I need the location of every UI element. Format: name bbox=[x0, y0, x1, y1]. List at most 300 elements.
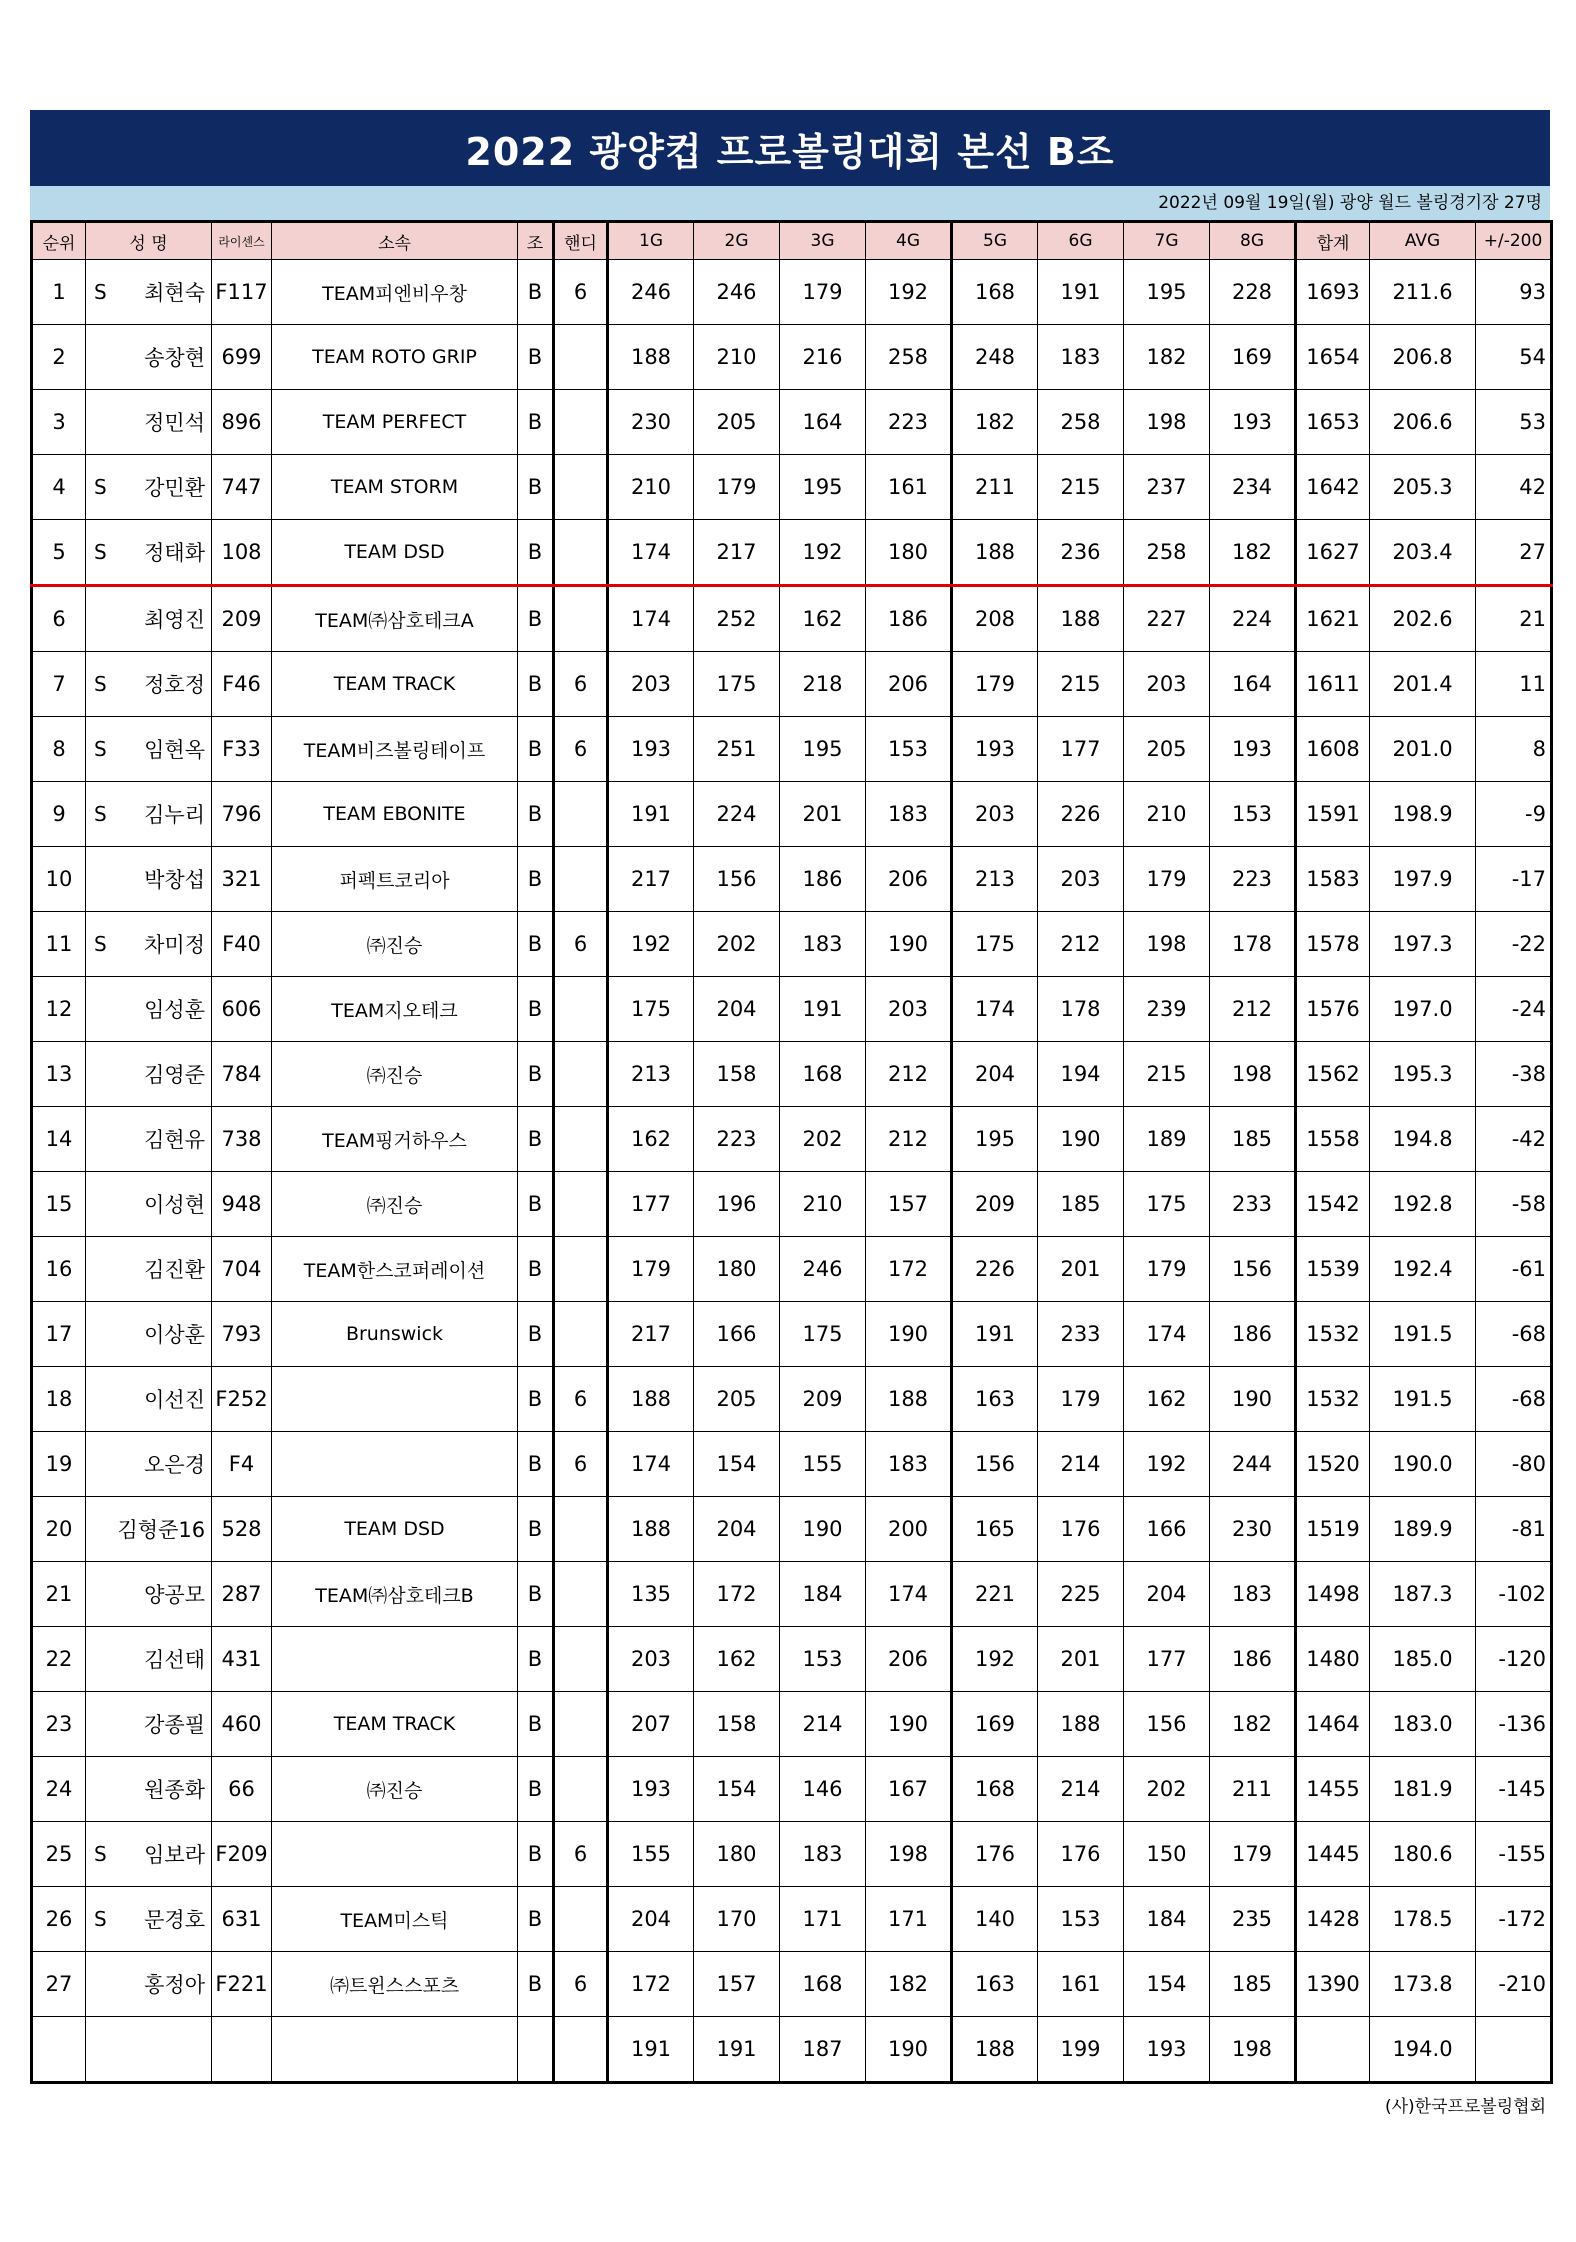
avg-cell: 205.3 bbox=[1370, 455, 1476, 520]
game-score: 166 bbox=[1124, 1497, 1210, 1562]
license-cell: 896 bbox=[212, 390, 272, 455]
game-score: 190 bbox=[1210, 1367, 1296, 1432]
header-g1: 1G bbox=[608, 222, 694, 260]
rank-cell: 24 bbox=[32, 1757, 86, 1822]
game-score: 175 bbox=[694, 652, 780, 717]
game-score: 182 bbox=[1210, 1692, 1296, 1757]
game-score: 190 bbox=[866, 1302, 952, 1367]
handicap-cell bbox=[554, 1497, 608, 1562]
game-score: 203 bbox=[608, 1627, 694, 1692]
rank-cell: 4 bbox=[32, 455, 86, 520]
results-sheet bbox=[30, 110, 1550, 2117]
player-name: 임성훈 bbox=[118, 977, 212, 1042]
club-cell: ㈜진승 bbox=[272, 1172, 518, 1237]
game-score: 204 bbox=[694, 1497, 780, 1562]
player-name: 김누리 bbox=[118, 782, 212, 847]
player-name: 홍정아 bbox=[118, 1952, 212, 2017]
license-cell: 287 bbox=[212, 1562, 272, 1627]
game-score: 168 bbox=[952, 260, 1038, 325]
game-score: 202 bbox=[1124, 1757, 1210, 1822]
club-cell: ㈜진승 bbox=[272, 1757, 518, 1822]
game-score: 135 bbox=[608, 1562, 694, 1627]
game-score: 235 bbox=[1210, 1887, 1296, 1952]
game-score: 174 bbox=[608, 520, 694, 586]
group-cell: B bbox=[518, 717, 554, 782]
rank-cell: 14 bbox=[32, 1107, 86, 1172]
game-score: 215 bbox=[1038, 455, 1124, 520]
table-row bbox=[32, 520, 1552, 586]
rank-cell: 23 bbox=[32, 1692, 86, 1757]
game-score: 193 bbox=[1210, 390, 1296, 455]
total-cell: 1558 bbox=[1296, 1107, 1370, 1172]
game-score: 154 bbox=[694, 1757, 780, 1822]
club-cell: TEAM PERFECT bbox=[272, 390, 518, 455]
game-score: 153 bbox=[1038, 1887, 1124, 1952]
game-score: 190 bbox=[866, 1692, 952, 1757]
total-cell: 1464 bbox=[1296, 1692, 1370, 1757]
game-score: 171 bbox=[866, 1887, 952, 1952]
diff-cell: -42 bbox=[1476, 1107, 1552, 1172]
game-score: 186 bbox=[1210, 1302, 1296, 1367]
club-cell: Brunswick bbox=[272, 1302, 518, 1367]
license-cell: 321 bbox=[212, 847, 272, 912]
group-cell: B bbox=[518, 652, 554, 717]
game-score: 234 bbox=[1210, 455, 1296, 520]
game-score: 179 bbox=[608, 1237, 694, 1302]
game-score: 191 bbox=[608, 782, 694, 847]
avg-cell: 173.8 bbox=[1370, 1952, 1476, 2017]
game-score: 218 bbox=[780, 652, 866, 717]
table-row bbox=[32, 586, 1552, 652]
table-row bbox=[32, 1497, 1552, 1562]
header-g4: 4G bbox=[866, 222, 952, 260]
license-cell: 784 bbox=[212, 1042, 272, 1107]
license-cell: F221 bbox=[212, 1952, 272, 2017]
total-cell: 1539 bbox=[1296, 1237, 1370, 1302]
game-score: 246 bbox=[780, 1237, 866, 1302]
group-cell: B bbox=[518, 1952, 554, 2017]
avg-cell: 180.6 bbox=[1370, 1822, 1476, 1887]
total-cell: 1562 bbox=[1296, 1042, 1370, 1107]
game-score: 225 bbox=[1038, 1562, 1124, 1627]
diff-cell: -172 bbox=[1476, 1887, 1552, 1952]
seed-mark: S bbox=[86, 1822, 118, 1887]
diff-cell: -145 bbox=[1476, 1757, 1552, 1822]
handicap-cell bbox=[554, 1757, 608, 1822]
license-cell: 796 bbox=[212, 782, 272, 847]
handicap-cell bbox=[554, 390, 608, 455]
avg-cell: 191.5 bbox=[1370, 1302, 1476, 1367]
game-score: 180 bbox=[866, 520, 952, 586]
game-score: 188 bbox=[866, 1367, 952, 1432]
handicap-cell bbox=[554, 325, 608, 390]
player-name: 김선태 bbox=[118, 1627, 212, 1692]
header-license: 라이센스 bbox=[212, 222, 272, 260]
rank-cell: 10 bbox=[32, 847, 86, 912]
game-score: 179 bbox=[1210, 1822, 1296, 1887]
table-row bbox=[32, 847, 1552, 912]
license-cell: F209 bbox=[212, 1822, 272, 1887]
game-score: 168 bbox=[780, 1042, 866, 1107]
game-score: 174 bbox=[866, 1562, 952, 1627]
total-cell: 1642 bbox=[1296, 455, 1370, 520]
total-cell: 1498 bbox=[1296, 1562, 1370, 1627]
avg-cell: 189.9 bbox=[1370, 1497, 1476, 1562]
game-score: 203 bbox=[952, 782, 1038, 847]
seed-mark: S bbox=[86, 455, 118, 520]
game-score: 175 bbox=[780, 1302, 866, 1367]
game-score: 183 bbox=[1210, 1562, 1296, 1627]
game-score: 176 bbox=[952, 1822, 1038, 1887]
game-score: 204 bbox=[1124, 1562, 1210, 1627]
player-name: 송창현 bbox=[118, 325, 212, 390]
player-name: 강민환 bbox=[118, 455, 212, 520]
group-cell: B bbox=[518, 1627, 554, 1692]
avg-cell: 201.4 bbox=[1370, 652, 1476, 717]
handicap-cell bbox=[554, 1627, 608, 1692]
group-cell: B bbox=[518, 1562, 554, 1627]
diff-cell: 53 bbox=[1476, 390, 1552, 455]
club-cell: TEAM핑거하우스 bbox=[272, 1107, 518, 1172]
game-score: 170 bbox=[694, 1887, 780, 1952]
game-score: 201 bbox=[780, 782, 866, 847]
seed-mark bbox=[86, 1042, 118, 1107]
game-score: 183 bbox=[866, 782, 952, 847]
game-score: 157 bbox=[694, 1952, 780, 2017]
club-cell: TEAM DSD bbox=[272, 1497, 518, 1562]
license-cell: 793 bbox=[212, 1302, 272, 1367]
game-score: 195 bbox=[952, 1107, 1038, 1172]
diff-cell: -38 bbox=[1476, 1042, 1552, 1107]
game-score: 193 bbox=[952, 717, 1038, 782]
club-cell: ㈜진승 bbox=[272, 912, 518, 977]
seed-mark bbox=[86, 1952, 118, 2017]
rank-cell: 2 bbox=[32, 325, 86, 390]
group-cell: B bbox=[518, 1302, 554, 1367]
avg-cell: 206.6 bbox=[1370, 390, 1476, 455]
license-cell: F252 bbox=[212, 1367, 272, 1432]
club-cell: TEAM지오테크 bbox=[272, 977, 518, 1042]
overall-average: 194.0 bbox=[1370, 2017, 1476, 2083]
table-row bbox=[32, 912, 1552, 977]
game-score: 205 bbox=[694, 1367, 780, 1432]
summary-blank bbox=[272, 2017, 518, 2083]
license-cell: 528 bbox=[212, 1497, 272, 1562]
game-score: 227 bbox=[1124, 586, 1210, 652]
game-score: 172 bbox=[608, 1952, 694, 2017]
group-cell: B bbox=[518, 1172, 554, 1237]
game-average: 188 bbox=[952, 2017, 1038, 2083]
seed-mark bbox=[86, 1692, 118, 1757]
player-name: 임현옥 bbox=[118, 717, 212, 782]
game-score: 216 bbox=[780, 325, 866, 390]
rank-cell: 7 bbox=[32, 652, 86, 717]
rank-cell: 12 bbox=[32, 977, 86, 1042]
license-cell: 699 bbox=[212, 325, 272, 390]
game-score: 190 bbox=[1038, 1107, 1124, 1172]
game-score: 175 bbox=[952, 912, 1038, 977]
game-score: 200 bbox=[866, 1497, 952, 1562]
handicap-cell: 6 bbox=[554, 1432, 608, 1497]
header-total: 합계 bbox=[1296, 222, 1370, 260]
seed-mark bbox=[86, 847, 118, 912]
game-score: 236 bbox=[1038, 520, 1124, 586]
table-row bbox=[32, 1692, 1552, 1757]
game-score: 164 bbox=[780, 390, 866, 455]
game-score: 223 bbox=[694, 1107, 780, 1172]
game-score: 190 bbox=[866, 912, 952, 977]
game-score: 217 bbox=[608, 1302, 694, 1367]
game-score: 179 bbox=[694, 455, 780, 520]
group-cell: B bbox=[518, 1107, 554, 1172]
page-title: 2022 광양컵 프로볼링대회 본선 B조 bbox=[30, 110, 1550, 186]
avg-cell: 201.0 bbox=[1370, 717, 1476, 782]
handicap-cell: 6 bbox=[554, 1367, 608, 1432]
total-cell: 1480 bbox=[1296, 1627, 1370, 1692]
player-name: 차미정 bbox=[118, 912, 212, 977]
diff-cell: 42 bbox=[1476, 455, 1552, 520]
group-cell: B bbox=[518, 1692, 554, 1757]
handicap-cell bbox=[554, 520, 608, 586]
game-score: 155 bbox=[608, 1822, 694, 1887]
game-score: 230 bbox=[1210, 1497, 1296, 1562]
game-score: 230 bbox=[608, 390, 694, 455]
header-name: 성 명 bbox=[86, 222, 212, 260]
game-score: 153 bbox=[780, 1627, 866, 1692]
handicap-cell bbox=[554, 1107, 608, 1172]
game-score: 161 bbox=[1038, 1952, 1124, 2017]
game-score: 184 bbox=[1124, 1887, 1210, 1952]
game-score: 163 bbox=[952, 1952, 1038, 2017]
diff-cell: -120 bbox=[1476, 1627, 1552, 1692]
summary-row bbox=[32, 2017, 1552, 2083]
club-cell: TEAM ROTO GRIP bbox=[272, 325, 518, 390]
avg-cell: 185.0 bbox=[1370, 1627, 1476, 1692]
table-row bbox=[32, 1367, 1552, 1432]
handicap-cell bbox=[554, 847, 608, 912]
seed-mark: S bbox=[86, 717, 118, 782]
game-score: 156 bbox=[1124, 1692, 1210, 1757]
game-score: 195 bbox=[780, 717, 866, 782]
seed-mark bbox=[86, 1302, 118, 1367]
diff-cell: -210 bbox=[1476, 1952, 1552, 2017]
header-club: 소속 bbox=[272, 222, 518, 260]
table-row bbox=[32, 390, 1552, 455]
seed-mark bbox=[86, 1432, 118, 1497]
game-score: 221 bbox=[952, 1562, 1038, 1627]
summary-blank bbox=[554, 2017, 608, 2083]
handicap-cell: 6 bbox=[554, 260, 608, 325]
game-score: 203 bbox=[1124, 652, 1210, 717]
game-score: 228 bbox=[1210, 260, 1296, 325]
game-average: 198 bbox=[1210, 2017, 1296, 2083]
handicap-cell bbox=[554, 1172, 608, 1237]
player-name: 김영준 bbox=[118, 1042, 212, 1107]
table-row bbox=[32, 325, 1552, 390]
game-score: 188 bbox=[1038, 586, 1124, 652]
license-cell: 431 bbox=[212, 1627, 272, 1692]
table-row bbox=[32, 260, 1552, 325]
table-row bbox=[32, 1952, 1552, 2017]
license-cell: 948 bbox=[212, 1172, 272, 1237]
game-score: 188 bbox=[1038, 1692, 1124, 1757]
game-average: 190 bbox=[866, 2017, 952, 2083]
table-row bbox=[32, 1887, 1552, 1952]
seed-mark bbox=[86, 325, 118, 390]
license-cell: 209 bbox=[212, 586, 272, 652]
total-cell: 1445 bbox=[1296, 1822, 1370, 1887]
event-info: 2022년 09월 19일(월) 광양 월드 볼링경기장 27명 bbox=[30, 186, 1550, 220]
seed-mark: S bbox=[86, 912, 118, 977]
header-g5: 5G bbox=[952, 222, 1038, 260]
group-cell: B bbox=[518, 260, 554, 325]
seed-mark: S bbox=[86, 520, 118, 586]
license-cell: F33 bbox=[212, 717, 272, 782]
game-score: 172 bbox=[694, 1562, 780, 1627]
header-g3: 3G bbox=[780, 222, 866, 260]
game-score: 198 bbox=[1124, 912, 1210, 977]
rank-cell: 16 bbox=[32, 1237, 86, 1302]
game-score: 158 bbox=[694, 1042, 780, 1107]
table-row bbox=[32, 1107, 1552, 1172]
game-score: 177 bbox=[1124, 1627, 1210, 1692]
game-score: 198 bbox=[1124, 390, 1210, 455]
summary-blank bbox=[518, 2017, 554, 2083]
player-name: 강종필 bbox=[118, 1692, 212, 1757]
game-score: 209 bbox=[952, 1172, 1038, 1237]
group-cell: B bbox=[518, 520, 554, 586]
avg-cell: 194.8 bbox=[1370, 1107, 1476, 1172]
group-cell: B bbox=[518, 1497, 554, 1562]
table-row bbox=[32, 1042, 1552, 1107]
game-score: 251 bbox=[694, 717, 780, 782]
game-score: 198 bbox=[866, 1822, 952, 1887]
game-score: 191 bbox=[952, 1302, 1038, 1367]
game-score: 174 bbox=[608, 586, 694, 652]
game-average: 191 bbox=[608, 2017, 694, 2083]
game-score: 168 bbox=[952, 1757, 1038, 1822]
total-cell: 1455 bbox=[1296, 1757, 1370, 1822]
game-score: 174 bbox=[1124, 1302, 1210, 1367]
game-score: 162 bbox=[694, 1627, 780, 1692]
avg-cell: 187.3 bbox=[1370, 1562, 1476, 1627]
license-cell: F40 bbox=[212, 912, 272, 977]
game-score: 214 bbox=[780, 1692, 866, 1757]
game-score: 193 bbox=[608, 1757, 694, 1822]
game-score: 188 bbox=[608, 325, 694, 390]
game-score: 224 bbox=[1210, 586, 1296, 652]
handicap-cell bbox=[554, 1237, 608, 1302]
rank-cell: 1 bbox=[32, 260, 86, 325]
diff-cell: -136 bbox=[1476, 1692, 1552, 1757]
results-table bbox=[30, 220, 1553, 2084]
game-score: 202 bbox=[780, 1107, 866, 1172]
game-score: 204 bbox=[952, 1042, 1038, 1107]
game-score: 165 bbox=[952, 1497, 1038, 1562]
game-score: 252 bbox=[694, 586, 780, 652]
diff-cell: -81 bbox=[1476, 1497, 1552, 1562]
game-score: 172 bbox=[866, 1237, 952, 1302]
seed-mark bbox=[86, 1497, 118, 1562]
header-avg: AVG bbox=[1370, 222, 1476, 260]
total-cell: 1611 bbox=[1296, 652, 1370, 717]
total-cell: 1532 bbox=[1296, 1367, 1370, 1432]
seed-mark: S bbox=[86, 782, 118, 847]
game-score: 154 bbox=[1124, 1952, 1210, 2017]
avg-cell: 191.5 bbox=[1370, 1367, 1476, 1432]
rank-cell: 18 bbox=[32, 1367, 86, 1432]
handicap-cell: 6 bbox=[554, 717, 608, 782]
total-cell: 1578 bbox=[1296, 912, 1370, 977]
game-score: 192 bbox=[1124, 1432, 1210, 1497]
rank-cell: 5 bbox=[32, 520, 86, 586]
player-name: 양공모 bbox=[118, 1562, 212, 1627]
rank-cell: 17 bbox=[32, 1302, 86, 1367]
header-handicap: 핸디 bbox=[554, 222, 608, 260]
avg-cell: 192.4 bbox=[1370, 1237, 1476, 1302]
player-name: 오은경 bbox=[118, 1432, 212, 1497]
game-score: 217 bbox=[608, 847, 694, 912]
rank-cell: 19 bbox=[32, 1432, 86, 1497]
handicap-cell: 6 bbox=[554, 652, 608, 717]
game-score: 246 bbox=[608, 260, 694, 325]
game-score: 185 bbox=[1210, 1952, 1296, 2017]
seed-mark bbox=[86, 977, 118, 1042]
game-score: 174 bbox=[952, 977, 1038, 1042]
total-cell: 1591 bbox=[1296, 782, 1370, 847]
group-cell: B bbox=[518, 390, 554, 455]
diff-cell: -68 bbox=[1476, 1367, 1552, 1432]
game-score: 195 bbox=[1124, 260, 1210, 325]
game-score: 179 bbox=[780, 260, 866, 325]
table-row bbox=[32, 782, 1552, 847]
handicap-cell bbox=[554, 586, 608, 652]
seed-mark: S bbox=[86, 1887, 118, 1952]
rank-cell: 11 bbox=[32, 912, 86, 977]
game-score: 239 bbox=[1124, 977, 1210, 1042]
total-cell: 1608 bbox=[1296, 717, 1370, 782]
game-score: 178 bbox=[1038, 977, 1124, 1042]
player-name: 원종화 bbox=[118, 1757, 212, 1822]
game-average: 199 bbox=[1038, 2017, 1124, 2083]
game-score: 224 bbox=[694, 782, 780, 847]
game-score: 180 bbox=[694, 1822, 780, 1887]
game-score: 183 bbox=[1038, 325, 1124, 390]
avg-cell: 178.5 bbox=[1370, 1887, 1476, 1952]
license-cell: 66 bbox=[212, 1757, 272, 1822]
club-cell: TEAM피엔비우창 bbox=[272, 260, 518, 325]
game-score: 188 bbox=[608, 1497, 694, 1562]
table-row bbox=[32, 717, 1552, 782]
game-score: 258 bbox=[1124, 520, 1210, 586]
avg-cell: 203.4 bbox=[1370, 520, 1476, 586]
table-row bbox=[32, 652, 1552, 717]
total-cell: 1621 bbox=[1296, 586, 1370, 652]
game-score: 210 bbox=[780, 1172, 866, 1237]
game-score: 158 bbox=[694, 1692, 780, 1757]
game-score: 171 bbox=[780, 1887, 866, 1952]
avg-cell: 195.3 bbox=[1370, 1042, 1476, 1107]
game-score: 213 bbox=[952, 847, 1038, 912]
game-score: 177 bbox=[608, 1172, 694, 1237]
player-name: 박창섭 bbox=[118, 847, 212, 912]
avg-cell: 206.8 bbox=[1370, 325, 1476, 390]
club-cell: TEAM㈜삼호테크A bbox=[272, 586, 518, 652]
seed-mark bbox=[86, 1627, 118, 1692]
game-score: 161 bbox=[866, 455, 952, 520]
game-score: 179 bbox=[1124, 847, 1210, 912]
player-name: 김형준16 bbox=[118, 1497, 212, 1562]
